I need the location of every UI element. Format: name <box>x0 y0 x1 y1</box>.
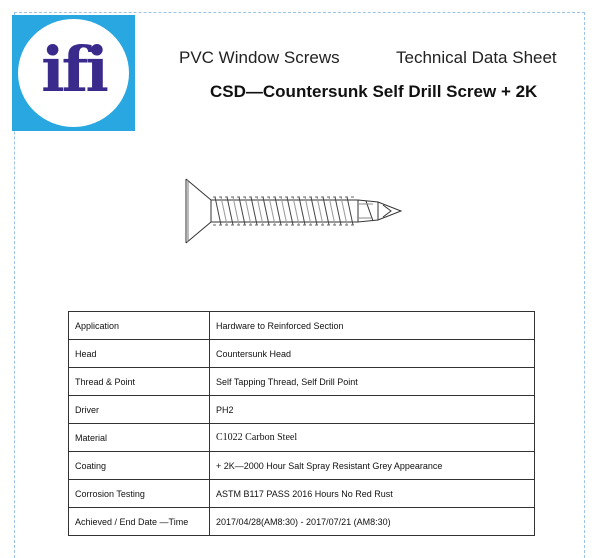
spec-label: Achieved / End Date —Time <box>69 508 210 536</box>
countersunk-self-drill-screw-drawing <box>183 178 408 249</box>
spec-value: Self Tapping Thread, Self Drill Point <box>210 368 535 396</box>
table-row <box>69 452 535 480</box>
spec-label: Corrosion Testing <box>69 480 210 508</box>
table-row <box>69 312 535 340</box>
spec-label: Application <box>69 312 210 340</box>
ifi-logo <box>12 15 135 131</box>
spec-value: PH2 <box>210 396 535 424</box>
logo-circle <box>18 19 129 127</box>
product-subtitle: CSD—Countersunk Self Drill Screw + 2K <box>210 82 538 101</box>
product-category-title: PVC Window Screws <box>179 48 340 67</box>
spec-value: Hardware to Reinforced Section <box>210 312 535 340</box>
spec-label: Coating <box>69 452 210 480</box>
spec-value: 2017/04/28(AM8:30) - 2017/07/21 (AM8:30) <box>210 508 535 536</box>
table-row <box>69 424 535 452</box>
spec-table <box>68 311 535 536</box>
table-row <box>69 480 535 508</box>
document-type-title: Technical Data Sheet <box>396 48 557 67</box>
table-row <box>69 368 535 396</box>
spec-label: Thread & Point <box>69 368 210 396</box>
logo-text: ifi <box>41 33 106 106</box>
table-row <box>69 508 535 536</box>
spec-value: C1022 Carbon Steel <box>210 424 535 452</box>
table-row <box>69 340 535 368</box>
header-title-row <box>179 48 579 72</box>
spec-value: ASTM B117 PASS 2016 Hours No Red Rust <box>210 480 535 508</box>
spec-value: Countersunk Head <box>210 340 535 368</box>
spec-label: Driver <box>69 396 210 424</box>
table-row <box>69 396 535 424</box>
spec-label: Head <box>69 340 210 368</box>
spec-value: + 2K—2000 Hour Salt Spray Resistant Grey Appearance <box>210 452 535 480</box>
spec-label: Material <box>69 424 210 452</box>
screw-icon <box>183 178 408 244</box>
